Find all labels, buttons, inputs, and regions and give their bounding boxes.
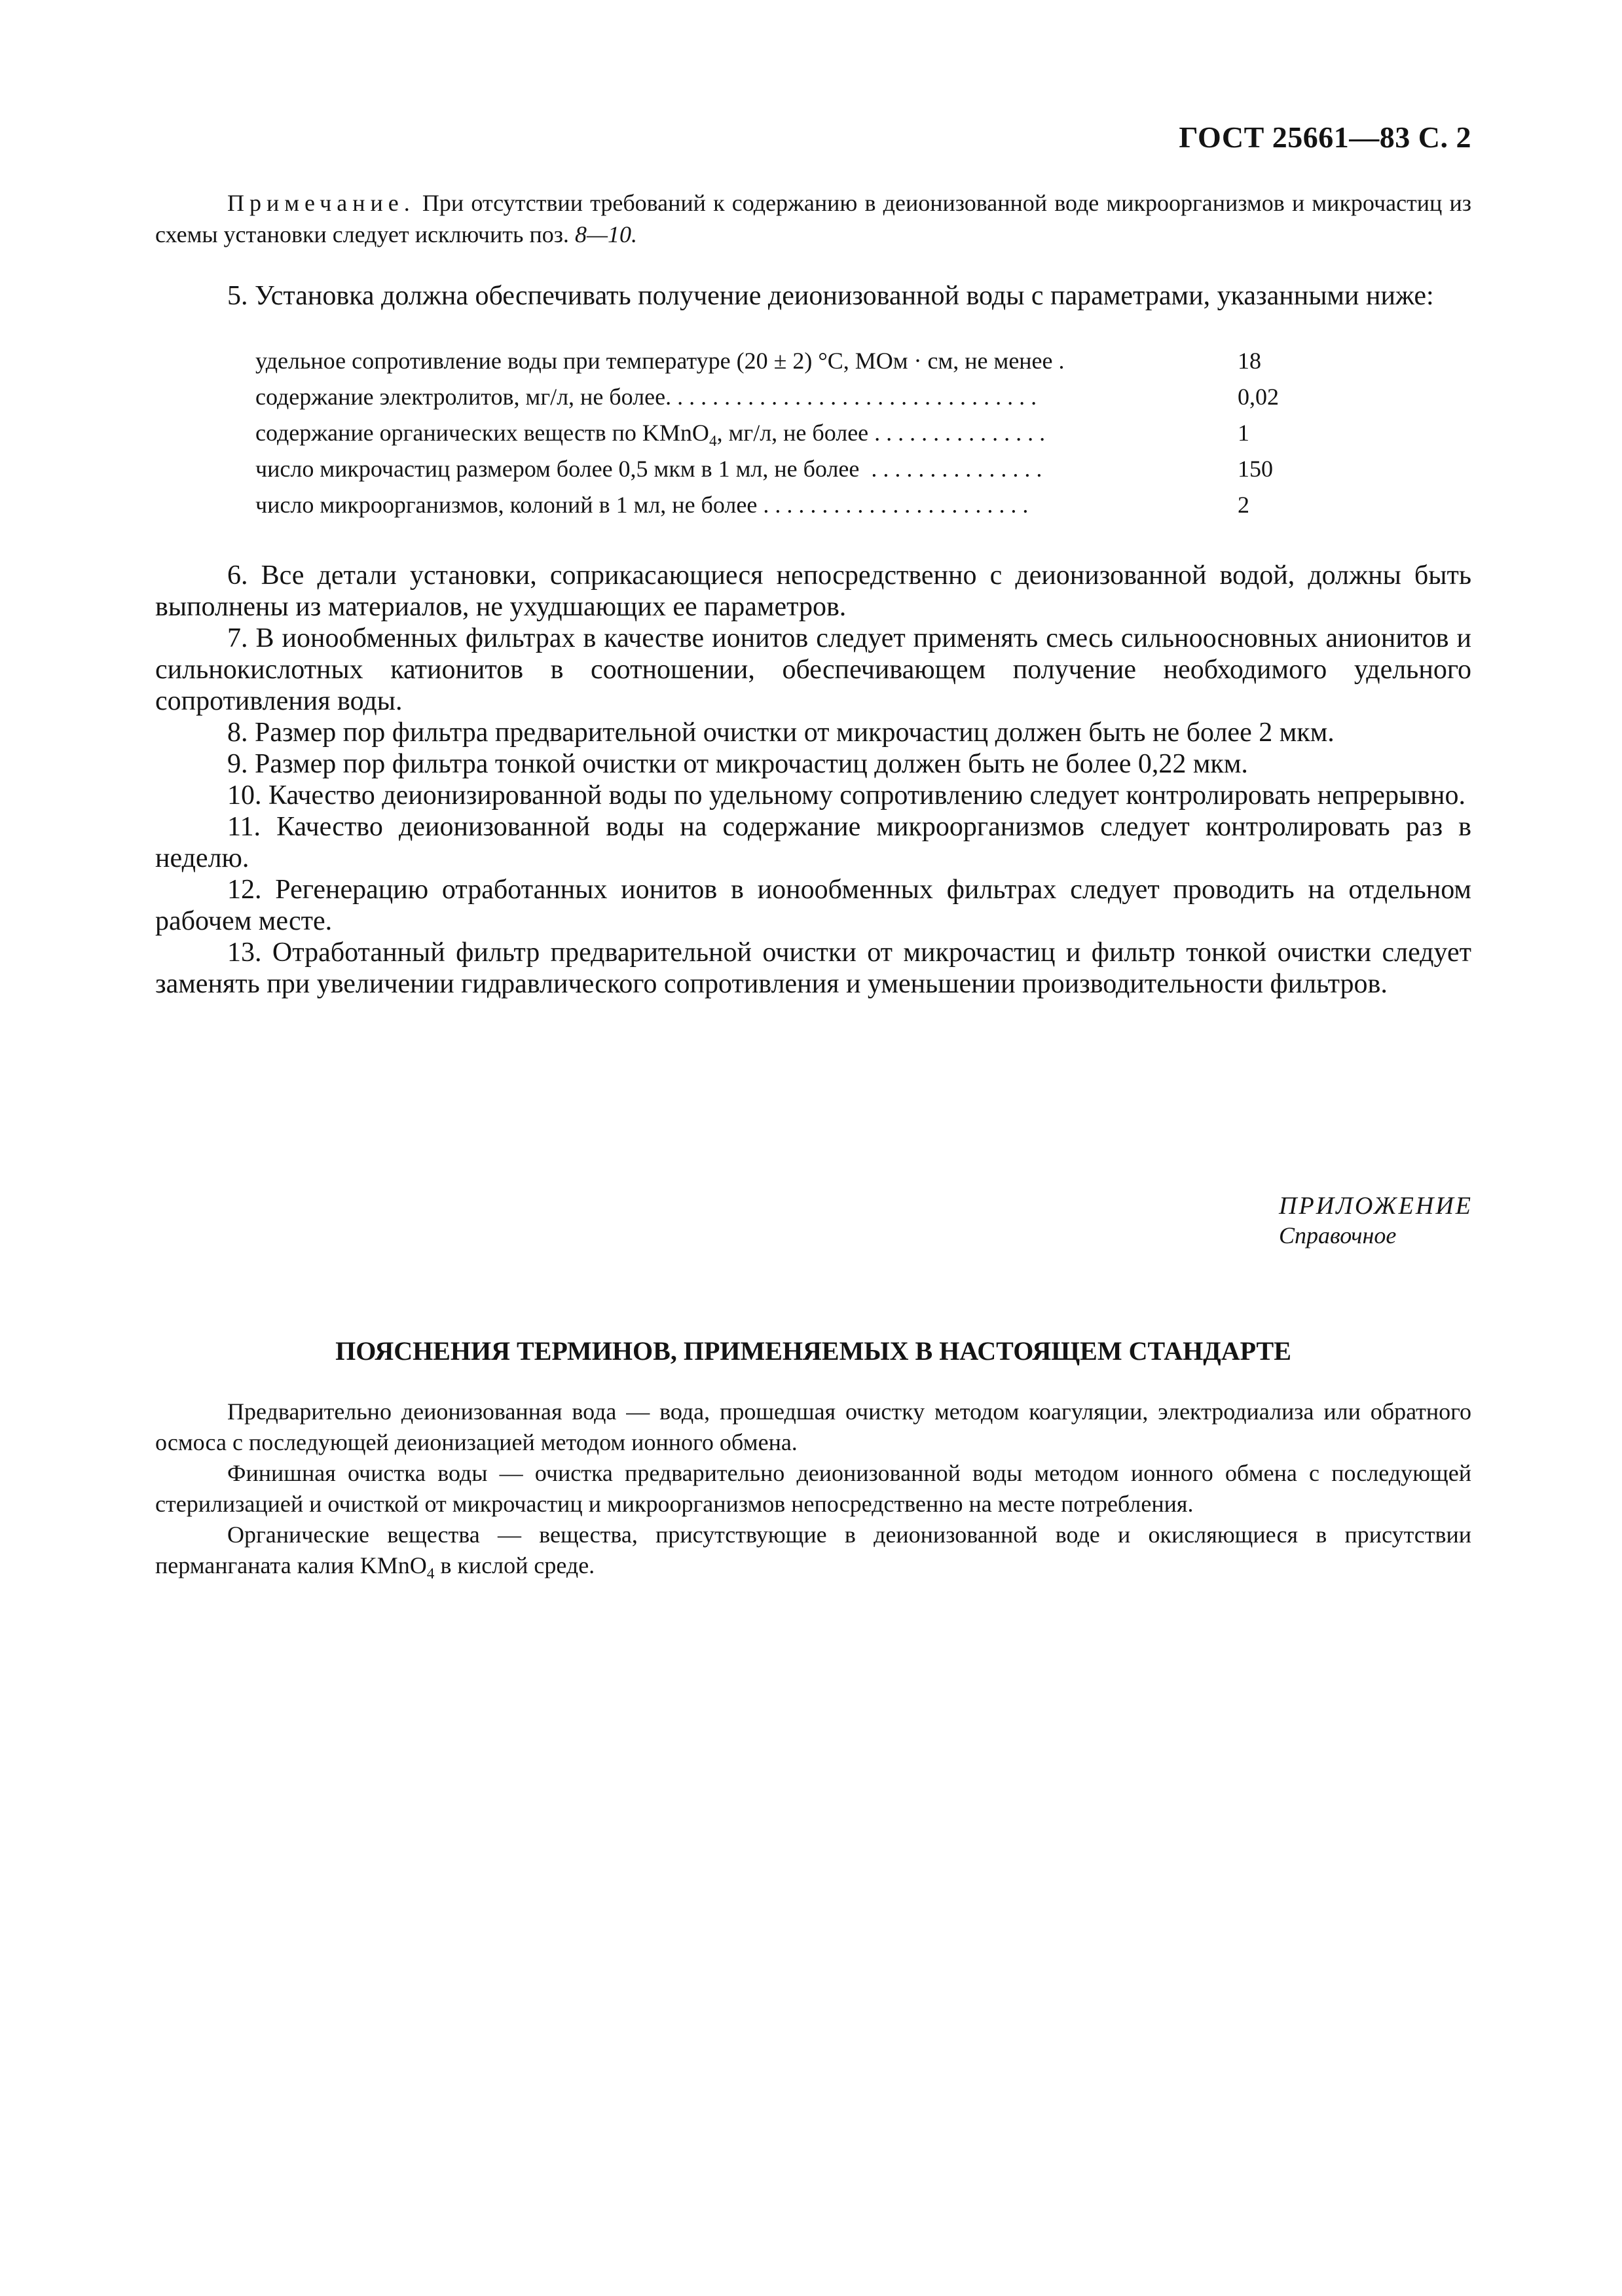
param-value: 150 xyxy=(1238,456,1273,482)
param-row-electrolytes xyxy=(255,383,1303,416)
note-text: При отсутствии требований к содержанию в деионизованной воде микроорганизмов и микрочастиц из схемы установки следует исключить поз. xyxy=(155,190,1471,247)
appendix-heading xyxy=(1279,1192,1473,1249)
note-ref: 8—10. xyxy=(574,221,637,247)
appendix-subtitle: Справочное xyxy=(1279,1222,1397,1248)
term-paragraph: Органические вещества — вещества, присутствующие в деионизованной воде и окисляющиеся в присутствии перманганата калия KMnO$_4$ в кислой среде. xyxy=(155,1522,1471,1583)
param-row-resistance xyxy=(255,347,1303,380)
appendix-title: ПРИЛОЖЕНИЕ xyxy=(1279,1192,1473,1220)
term-paragraph: Финишная очистка воды — очистка предварительно деионизованной воды методом ионного обмена с последующей стерилизацией и очисткой от микрочастиц и микроорганизмов непосредственно на месте потребления. xyxy=(155,1460,1471,1517)
item-11: 11. Качество деионизованной воды на содержание микроорганизмов следует контролировать раз в неделю. xyxy=(155,812,1471,873)
item-10: 10. Качество деионизированной воды по удельному сопротивлению следует контролировать непрерывно. xyxy=(227,780,1465,811)
param-row-microparticles xyxy=(255,455,1303,488)
item-6: 6. Все детали установки, соприкасающиеся непосредственно с деионизованной водой, должны быть выполнены из материалов, не ухудшающих ее параметров. xyxy=(155,560,1471,622)
item-8: 8. Размер пор фильтра предварительной очистки от микрочастиц должен быть не более 2 мкм. xyxy=(227,718,1335,748)
param-value: 1 xyxy=(1238,420,1249,446)
page-header: ГОСТ 25661—83 С. 2 xyxy=(1179,120,1471,154)
item-7: 7. В ионообменных фильтрах в качестве ионитов следует применять смесь сильноосновных анионитов и сильнокислотных катионитов в соотношении, обеспечивающем получение необходимого удельного сопротивления воды. xyxy=(155,623,1471,716)
item-13: 13. Отработанный фильтр предварительной очистки от микрочастиц и фильтр тонкой очистки следует заменять при увеличении гидравлического сопротивления и уменьшении производительности фильтров. xyxy=(155,938,1471,999)
item-12: 12. Регенерацию отработанных ионитов в ионообменных фильтрах следует проводить на отдельном рабочем месте. xyxy=(155,875,1471,936)
note-label: Примечание. xyxy=(227,190,415,216)
section-title: ПОЯСНЕНИЯ ТЕРМИНОВ, ПРИМЕНЯЕМЫХ В НАСТОЯЩЕМ СТАНДАРТЕ xyxy=(335,1336,1291,1366)
term-paragraph: Предварительно деионизованная вода — вода, прошедшая очистку методом коагуляции, электродиализа или обратного осмоса с последующей деионизацией методом ионного обмена. xyxy=(155,1398,1471,1455)
param-label: удельное сопротивление воды при температуре (20 ± 2) °С, МОм · см, не менее . xyxy=(255,348,1065,374)
requirements-list xyxy=(155,560,1471,1000)
terms-list xyxy=(155,1396,1471,1590)
item-9: 9. Размер пор фильтра тонкой очистки от микрочастиц должен быть не более 0,22 мкм. xyxy=(227,749,1248,779)
param-row-organics xyxy=(255,419,1303,452)
param-value: 2 xyxy=(1238,492,1249,518)
param-row-microorganisms xyxy=(255,491,1303,524)
item-5: 5. Установка должна обеспечивать получение деионизованной воды с параметрами, указанными ниже: xyxy=(227,281,1434,311)
param-label: число микрочастиц размером более 0,5 мкм в 1 мл, не более . . . . . . . . . . . . . . . xyxy=(255,456,1042,482)
param-label: содержание органических веществ по KMnO$_4$, мг/л, не более . . . . . . . . . . . . . . . xyxy=(255,420,1046,450)
param-value: 18 xyxy=(1238,348,1261,374)
note-paragraph xyxy=(155,187,1471,250)
param-label: число микроорганизмов, колоний в 1 мл, не более . . . . . . . . . . . . . . . . . . . . . . . xyxy=(255,492,1029,518)
param-value: 0,02 xyxy=(1238,384,1279,410)
param-label: содержание электролитов, мг/л, не более. . . . . . . . . . . . . . . . . . . . . . . . . . . . . . . . xyxy=(255,384,1037,410)
